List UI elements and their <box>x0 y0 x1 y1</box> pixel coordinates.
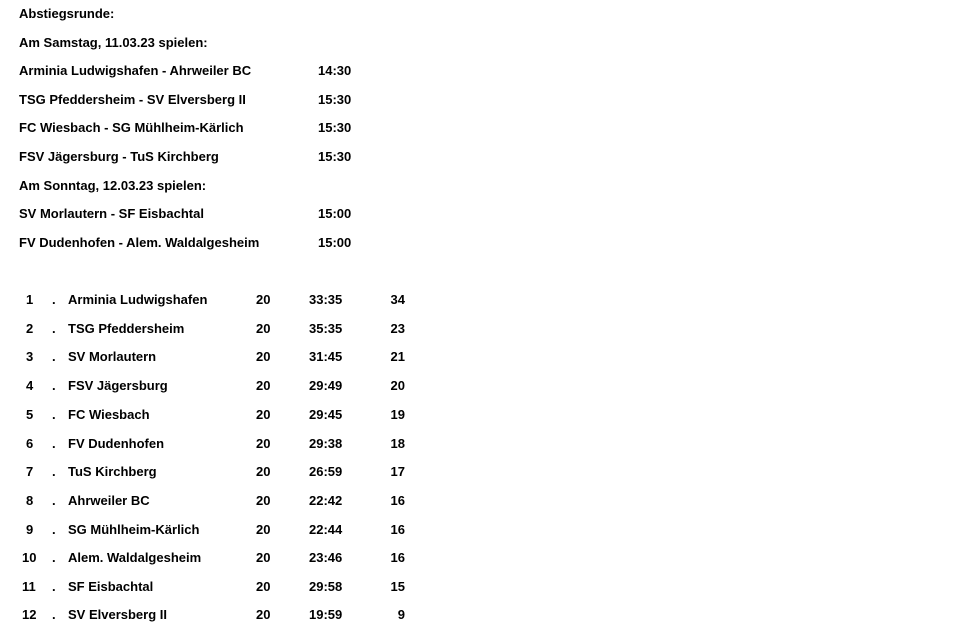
match-time: 15:00 <box>318 235 352 250</box>
games-played: 20 <box>256 550 271 565</box>
match-pairing: FV Dudenhofen - Alem. Waldalgesheim <box>19 235 260 250</box>
rank-dot: . <box>52 493 56 508</box>
goal-ratio: 29:49 <box>309 378 343 393</box>
points: 23 <box>390 321 405 336</box>
points: 34 <box>390 292 405 307</box>
rank: 10 <box>22 550 37 565</box>
matchday-label-sunday: Am Sonntag, 12.03.23 spielen: <box>19 178 207 193</box>
points: 16 <box>390 522 405 537</box>
goal-ratio: 23:46 <box>309 550 343 565</box>
points: 21 <box>390 349 405 364</box>
section-heading: Abstiegsrunde: <box>19 6 115 21</box>
match-row <box>19 149 352 165</box>
rank-dot: . <box>52 464 56 479</box>
rank-dot: . <box>52 292 56 307</box>
points: 17 <box>390 464 405 479</box>
match-pairing: FC Wiesbach - SG Mühlheim-Kärlich <box>19 120 244 135</box>
match-row <box>19 63 352 79</box>
points: 9 <box>397 607 405 622</box>
rank-dot: . <box>52 378 56 393</box>
rank: 6 <box>26 436 34 451</box>
table-row <box>0 378 960 394</box>
games-played: 20 <box>256 522 271 537</box>
goal-ratio: 26:59 <box>309 464 343 479</box>
team-name: SV Morlautern <box>68 349 157 364</box>
table-row <box>0 579 960 595</box>
games-played: 20 <box>256 407 271 422</box>
rank-dot: . <box>52 407 56 422</box>
match-pairing: TSG Pfeddersheim - SV Elversberg II <box>19 92 246 107</box>
rank: 7 <box>26 464 34 479</box>
rank-dot: . <box>52 550 56 565</box>
rank-dot: . <box>52 436 56 451</box>
points: 18 <box>390 436 405 451</box>
team-name: Ahrweiler BC <box>68 493 150 508</box>
goal-ratio: 29:58 <box>309 579 343 594</box>
rank: 8 <box>26 493 34 508</box>
games-played: 20 <box>256 579 271 594</box>
games-played: 20 <box>256 607 271 622</box>
games-played: 20 <box>256 493 271 508</box>
goal-ratio: 22:44 <box>309 522 343 537</box>
rank: 2 <box>26 321 34 336</box>
team-name: SV Elversberg II <box>68 607 167 622</box>
games-played: 20 <box>256 292 271 307</box>
goal-ratio: 29:45 <box>309 407 343 422</box>
team-name: Alem. Waldalgesheim <box>68 550 202 565</box>
games-played: 20 <box>256 349 271 364</box>
rank: 12 <box>22 607 37 622</box>
games-played: 20 <box>256 464 271 479</box>
team-name: FSV Jägersburg <box>68 378 168 393</box>
rank-dot: . <box>52 579 56 594</box>
rank: 4 <box>26 378 34 393</box>
team-name: SG Mühlheim-Kärlich <box>68 522 200 537</box>
rank: 11 <box>22 579 36 594</box>
rank-dot: . <box>52 607 56 622</box>
team-name: FC Wiesbach <box>68 407 150 422</box>
table-row <box>0 464 960 480</box>
goal-ratio: 22:42 <box>309 493 343 508</box>
table-row <box>0 407 960 423</box>
table-row <box>0 550 960 566</box>
match-time: 15:00 <box>318 206 352 221</box>
goal-ratio: 33:35 <box>309 292 343 307</box>
games-played: 20 <box>256 436 271 451</box>
table-row <box>0 493 960 509</box>
table-row <box>0 349 960 365</box>
rank: 9 <box>26 522 34 537</box>
match-row <box>19 206 352 222</box>
points: 16 <box>390 493 405 508</box>
points: 19 <box>390 407 405 422</box>
match-row <box>19 92 352 108</box>
team-name: Arminia Ludwigshafen <box>68 292 208 307</box>
team-name: TuS Kirchberg <box>68 464 157 479</box>
team-name: FV Dudenhofen <box>68 436 165 451</box>
points: 16 <box>390 550 405 565</box>
rank: 1 <box>26 292 34 307</box>
rank: 3 <box>26 349 34 364</box>
team-name: SF Eisbachtal <box>68 579 154 594</box>
rank-dot: . <box>52 321 56 336</box>
match-time: 15:30 <box>318 92 352 107</box>
table-row <box>0 292 960 308</box>
points: 15 <box>390 579 405 594</box>
table-row <box>0 321 960 337</box>
match-time: 15:30 <box>318 120 352 135</box>
matchday-label-saturday: Am Samstag, 11.03.23 spielen: <box>19 35 208 50</box>
rank: 5 <box>26 407 34 422</box>
goal-ratio: 19:59 <box>309 607 343 622</box>
goal-ratio: 35:35 <box>309 321 343 336</box>
table-row <box>0 522 960 538</box>
match-pairing: SV Morlautern - SF Eisbachtal <box>19 206 204 221</box>
match-row <box>19 235 352 251</box>
points: 20 <box>390 378 405 393</box>
goal-ratio: 31:45 <box>309 349 343 364</box>
table-row <box>0 607 960 623</box>
match-pairing: Arminia Ludwigshafen - Ahrweiler BC <box>19 63 252 78</box>
match-time: 14:30 <box>318 63 352 78</box>
match-pairing: FSV Jägersburg - TuS Kirchberg <box>19 149 219 164</box>
rank-dot: . <box>52 349 56 364</box>
games-played: 20 <box>256 321 271 336</box>
match-row <box>19 120 352 136</box>
goal-ratio: 29:38 <box>309 436 343 451</box>
table-row <box>0 436 960 452</box>
match-time: 15:30 <box>318 149 352 164</box>
rank-dot: . <box>52 522 56 537</box>
games-played: 20 <box>256 378 271 393</box>
team-name: TSG Pfeddersheim <box>68 321 185 336</box>
